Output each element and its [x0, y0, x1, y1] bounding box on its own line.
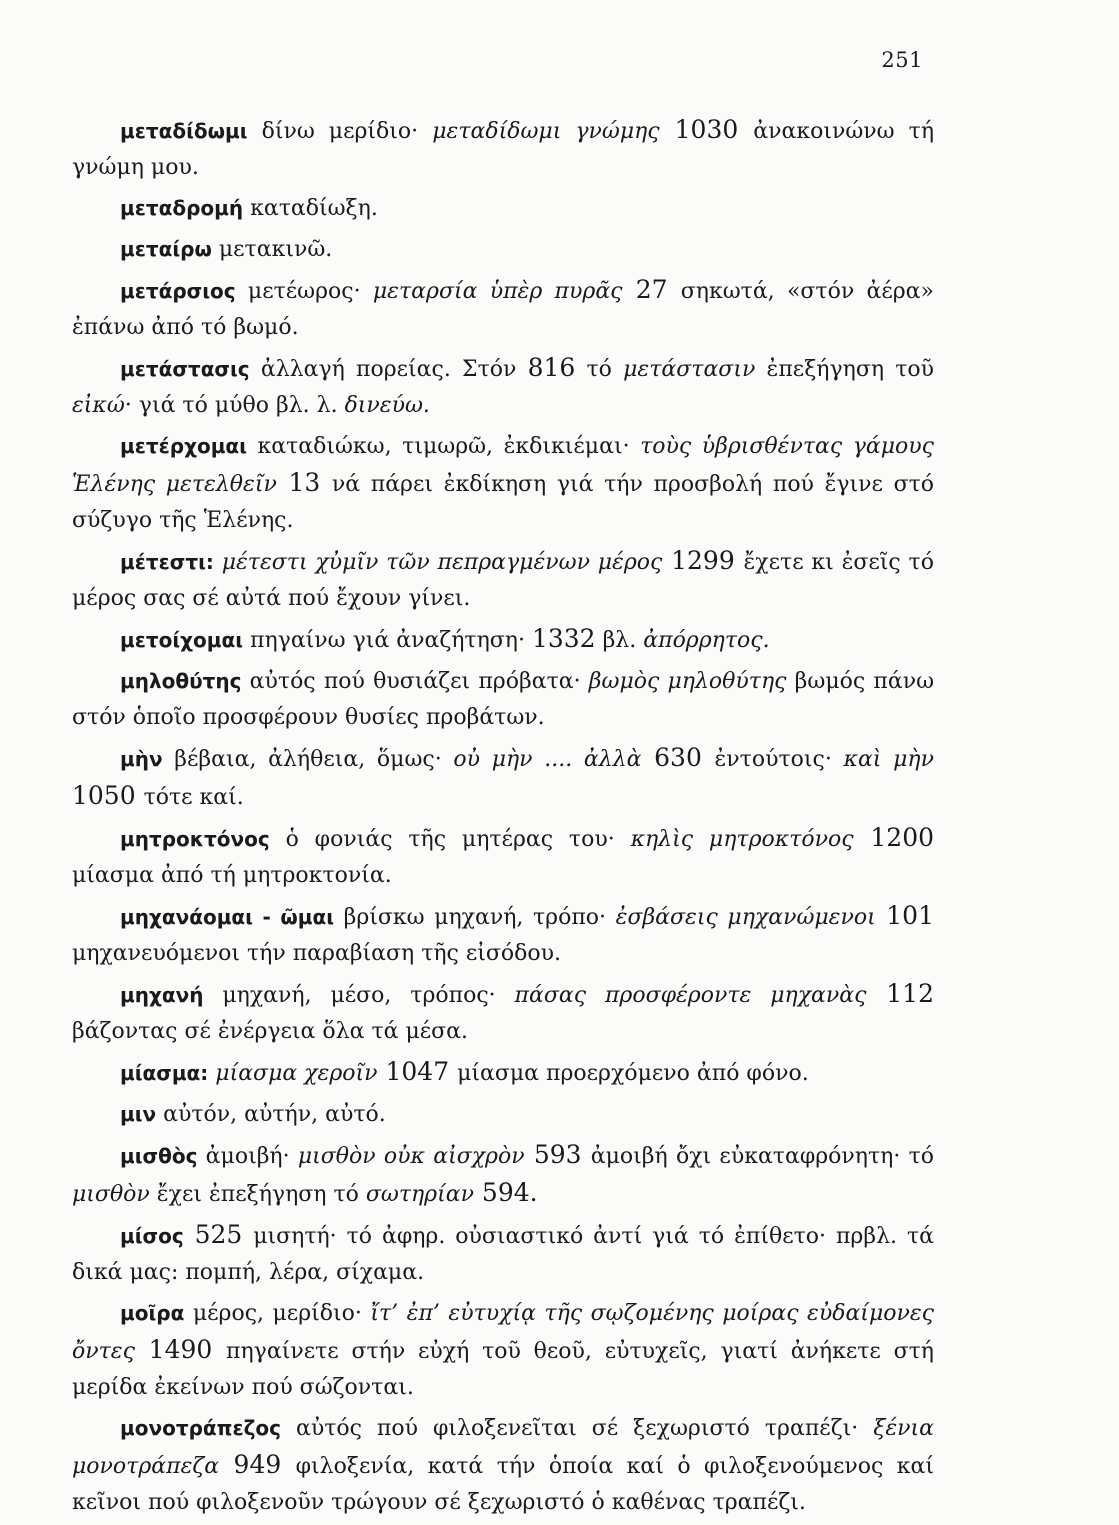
entry-metairo: μεταίρω μετακινῶ.	[120, 237, 333, 262]
headword: μονοτράπεζος	[120, 1416, 282, 1440]
entry-misos: μίσος 525 μισητή· τό ἀφηρ. οὐσιαστικό ἀντί γιά τό ἐπίθετο· πρβλ. τά δικά μας: πομπή, λέρα, σίχαμα.	[72, 1220, 934, 1285]
entry-metarsios: μετάρσιος μετέωρος· μεταρσία ὑπὲρ πυρᾶς 27 σηκωτά, «στόν ἀέρα» ἐπάνω ἀπό τό βωμό.	[72, 275, 934, 340]
headword: μὴν	[120, 747, 163, 771]
entry-monotrapezos: μονοτράπεζος αὐτός πού φιλοξενεῖται σέ ξεχωριστό τραπέζι· ξένια μονοτράπεζα 949 φιλοξενία, κατά τήν ὁποία καί ὁ φιλοξενούμενος καί κεῖνοι πού φιλοξενοῦν τρώγουν σέ ξεχωριστό ὁ καθένας τραπέζι.	[72, 1416, 934, 1515]
entry-men: μὴν βέβαια, ἀλήθεια, ὅμως· οὐ μὴν .... ἀλλὰ 630 ἐντούτοις· καὶ μὴν 1050 τότε καί.	[72, 743, 934, 810]
entry-misthos: μισθὸς ἀμοιβή· μισθὸν οὐκ αἰσχρὸν 593 ἀμοιβή ὄχι εὐκαταφρόνητη· τό μισθὸν ἔχει ἐπεξήγηση τό σωτηρίαν 594.	[72, 1140, 934, 1207]
entry-miasma: μίασμα: μίασμα χεροῖν 1047 μίασμα προερχόμενο ἀπό φόνο.	[120, 1057, 809, 1086]
entry-metroktonos: μητροκτόνος ὁ φονιάς τῆς μητέρας του· κηλὶς μητροκτόνος 1200 μίασμα ἀπό τή μητροκτονία.	[72, 823, 934, 888]
lexicon-entries	[72, 112, 934, 1525]
entry-metadrome: μεταδρομή καταδίωξη.	[120, 196, 378, 221]
headword: μισθὸς	[120, 1144, 198, 1168]
headword: μητροκτόνος	[120, 827, 270, 851]
headword: μεταδρομή	[120, 196, 244, 220]
headword: μηλοθύτης	[120, 669, 242, 693]
headword: μετοίχομαι	[120, 628, 244, 652]
headword: μεταίρω	[120, 237, 212, 261]
entry-metastasis: μετάστασις ἀλλαγή πορείας. Στόν 816 τό μετάστασιν ἐπεξήγηση τοῦ εἰκώ· γιά τό μύθο βλ. λ. δινεύω.	[72, 353, 935, 418]
entry-metadidomi: μεταδίδωμι δίνω μερίδιο· μεταδίδωμι γνώμης 1030 ἀνακοινώνω τή γνώμη μου.	[72, 115, 934, 180]
headword: μέτεστι:	[120, 550, 214, 574]
headword: μηχανή	[120, 983, 204, 1007]
entry-moira: μοῖρα μέρος, μερίδιο· ἴτ’ ἐπ’ εὐτυχίᾳ τῆς σῳζομένης μοίρας εὐδαίμονες ὄντες 1490 πηγαίνετε στήν εὐχή τοῦ θεοῦ, εὐτυχεῖς, γιατί ἀνήκετε στή μερίδα ἐκείνων πού σώζονται.	[72, 1301, 934, 1400]
entry-meterchomai: μετέρχομαι καταδιώκω, τιμωρῶ, ἐκδικιέμαι· τοὺς ὑβρισθέντας γάμους Ἑλένης μετελθεῖν 13 νά πάρει ἐκδίκηση γιά τήν προσβολή πού ἔγινε στό σύζυγο τῆς Ἑλένης.	[72, 434, 934, 533]
headword: μοῖρα	[120, 1301, 185, 1325]
headword: μετέρχομαι	[120, 434, 247, 458]
entry-min: μιν αὐτόν, αὐτήν, αὐτό.	[120, 1102, 386, 1127]
entry-mechanaomai: μηχανάομαι - ῶμαι βρίσκω μηχανή, τρόπο· ἐσβάσεις μηχανώμενοι 101 μηχανευόμενοι τήν παραβίαση τῆς εἰσόδου.	[72, 901, 934, 966]
headword: μίασμα:	[120, 1061, 209, 1085]
headword: μιν	[120, 1102, 157, 1126]
page-number: 251	[881, 48, 923, 72]
entry-mechane: μηχανή μηχανή, μέσο, τρόπος· πάσας προσφέροντε μηχανὰς 112 βάζοντας σέ ἐνέργεια ὅλα τά μέσα.	[72, 979, 934, 1044]
headword: μετάστασις	[120, 357, 250, 381]
entry-metoichomai: μετοίχομαι πηγαίνω γιά ἀναζήτηση· 1332 βλ. ἀπόρρητος.	[120, 624, 770, 653]
headword: μηχανάομαι - ῶμαι	[120, 905, 335, 929]
headword: μίσος	[120, 1224, 184, 1248]
headword: μετάρσιος	[120, 279, 236, 303]
entry-melothytes: μηλοθύτης αὐτός πού θυσιάζει πρόβατα· βωμὸς μηλοθύτης βωμός πάνω στόν ὁποῖο προσφέρουν θυσίες προβάτων.	[72, 669, 935, 730]
entry-metesti: μέτεστι: μέτεστι χὐμῖν τῶν πεπραγμένων μέρος 1299 ἔχετε κι ἐσεῖς τό μέρος σας σέ αὐτά πού ἔχουν γίνει.	[72, 546, 934, 611]
headword: μεταδίδωμι	[120, 119, 248, 143]
